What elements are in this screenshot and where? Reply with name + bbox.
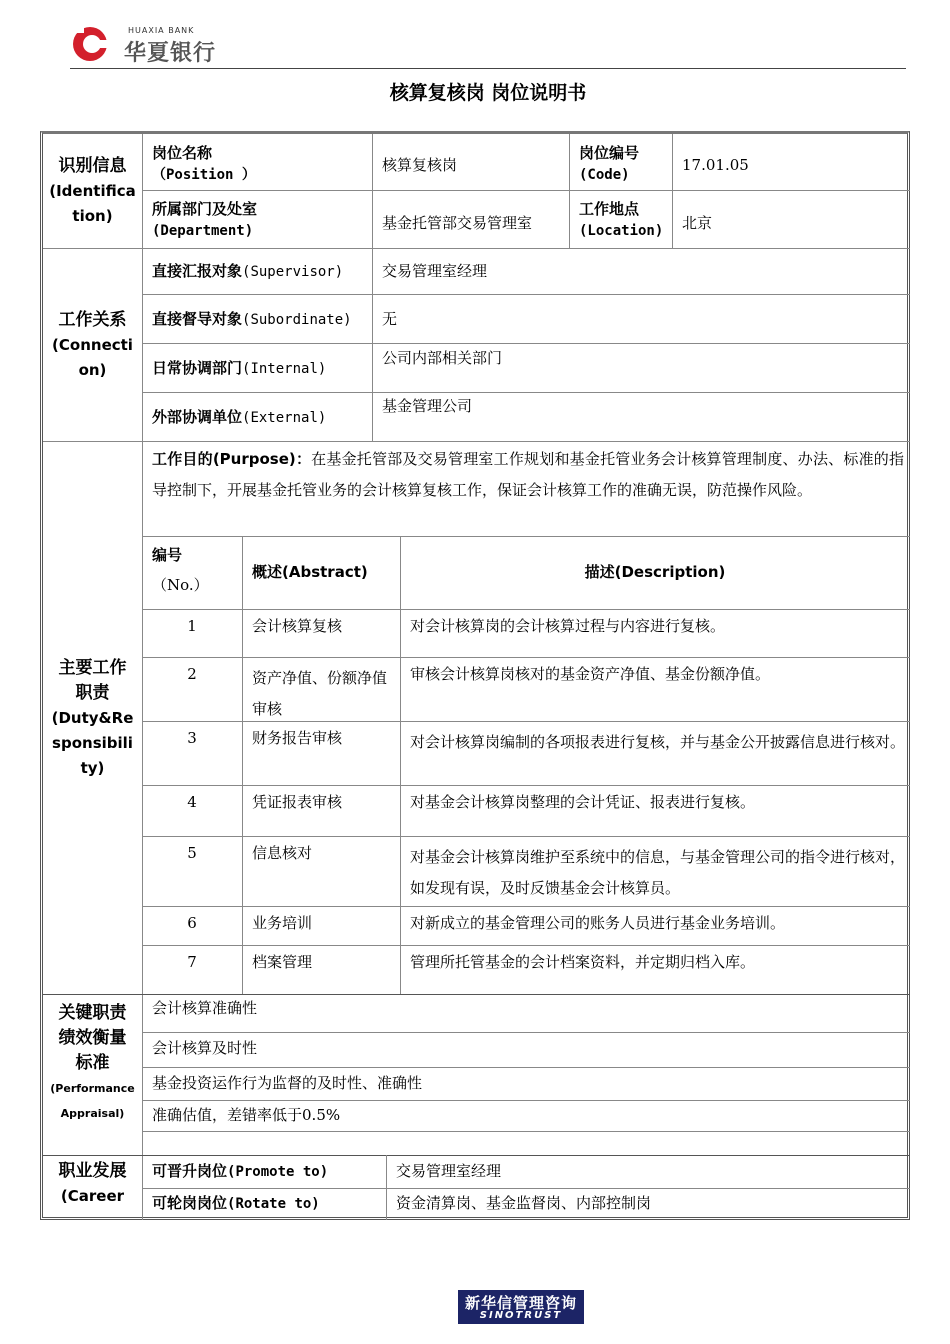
connection-value: 公司内部相关部门 [382, 349, 503, 367]
section-connection: 工作关系 (Connection) [52, 310, 133, 379]
duty-item-desc: 对会计核算岗的会计核算过程与内容进行复核。 [410, 617, 726, 635]
connection-row: 外部协调单位(External) [152, 408, 327, 426]
logo-text: 华夏银行 [124, 41, 217, 66]
connection-row: 直接汇报对象(Supervisor) [152, 262, 344, 280]
duty-item-abstract: 资产净值、份额净值审核 [252, 669, 388, 718]
duty-col-abstract: 概述(Abstract) [252, 563, 368, 581]
section-performance: 关键职责绩效衡量标准 (Performance Appraisal) [50, 1003, 135, 1120]
performance-item: 会计核算准确性 [152, 999, 258, 1017]
sinotrust-logo [458, 1290, 584, 1324]
document-title: 核算复核岗 岗位说明书 [389, 82, 587, 104]
duty-purpose: 工作目的(Purpose)：在基金托管部及交易管理室工作规划和基金托管业务会计核算管理制度、办法、标准的指导控制下，开展基金托管业务的会计核算复核工作，保证会计核算工作的准确无误，防范操作风险。 [152, 450, 904, 499]
duty-item-abstract: 业务培训 [252, 914, 313, 932]
duty-item-no: 6 [187, 914, 197, 932]
rotate-value: 资金清算岗、基金监督岗、内部控制岗 [396, 1194, 652, 1212]
duty-item-no: 4 [187, 793, 197, 811]
duty-item-abstract: 财务报告审核 [252, 729, 343, 747]
footer-logo-cn: 新华信管理咨询 [464, 1294, 577, 1312]
huaxia-bank-logo-icon [70, 24, 110, 64]
rotate-label: 可轮岗岗位(Rotate to) [152, 1194, 320, 1212]
location-label: 工作地点 (Location) [579, 200, 664, 239]
duty-item-abstract: 凭证报表审核 [252, 793, 343, 811]
section-identification: 识别信息 (Identification) [49, 156, 136, 225]
code-value: 17.01.05 [682, 156, 749, 174]
connection-row: 日常协调部门(Internal) [152, 359, 327, 377]
performance-item: 准确估值，差错率低于0.5% [152, 1106, 341, 1124]
promote-label: 可晋升岗位(Promote to) [152, 1162, 329, 1180]
connection-row: 直接督导对象(Subordinate) [152, 310, 352, 328]
duty-item-desc: 审核会计核算岗核对的基金资产净值、基金份额净值。 [410, 665, 771, 683]
duty-item-desc: 对新成立的基金管理公司的账务人员进行基金业务培训。 [410, 914, 786, 932]
duty-col-no: 编号 （No.） [152, 546, 209, 594]
section-career: 职业发展 (Career [58, 1161, 127, 1205]
position-value: 核算复核岗 [382, 156, 458, 174]
location-value: 北京 [682, 214, 713, 232]
duty-item-no: 7 [187, 953, 197, 971]
duty-item-no: 5 [187, 844, 197, 862]
duty-item-desc: 管理所托管基金的会计档案资料，并定期归档入库。 [410, 953, 756, 971]
performance-item: 会计核算及时性 [152, 1039, 258, 1057]
duty-item-desc: 对基金会计核算岗整理的会计凭证、报表进行复核。 [410, 793, 756, 811]
duty-col-description: 描述(Description) [584, 563, 726, 581]
duty-item-desc: 对基金会计核算岗维护至系统中的信息，与基金管理公司的指令进行核对，如发现有误，及时反馈基金会计核算员。 [410, 848, 906, 897]
connection-value: 交易管理室经理 [382, 262, 488, 280]
duty-item-abstract: 档案管理 [252, 953, 313, 971]
duty-item-no: 2 [187, 665, 197, 683]
duty-item-no: 1 [187, 617, 197, 635]
logo-subtitle: HUAXIA BANK [128, 26, 195, 35]
page-header [70, 20, 906, 69]
connection-value: 基金管理公司 [382, 397, 473, 415]
connection-value: 无 [382, 310, 398, 328]
duty-item-desc: 对会计核算岗编制的各项报表进行复核，并与基金公开披露信息进行核对。 [410, 733, 906, 751]
duty-item-no: 3 [187, 729, 197, 747]
footer-logo-en: SINOTRUST [479, 1310, 563, 1321]
department-label: 所属部门及处室 (Department) [152, 200, 258, 239]
code-label: 岗位编号 (Code) [579, 144, 640, 183]
position-label: 岗位名称 （Position ） [152, 144, 256, 183]
section-duty: 主要工作职责 (Duty&Responsibility) [51, 658, 134, 777]
department-value: 基金托管部交易管理室 [382, 214, 533, 232]
promote-value: 交易管理室经理 [396, 1162, 502, 1180]
job-description-table [40, 131, 910, 1220]
duty-item-abstract: 会计核算复核 [252, 617, 343, 635]
performance-item: 基金投资运作行为监督的及时性、准确性 [152, 1074, 423, 1092]
duty-item-abstract: 信息核对 [252, 844, 313, 862]
